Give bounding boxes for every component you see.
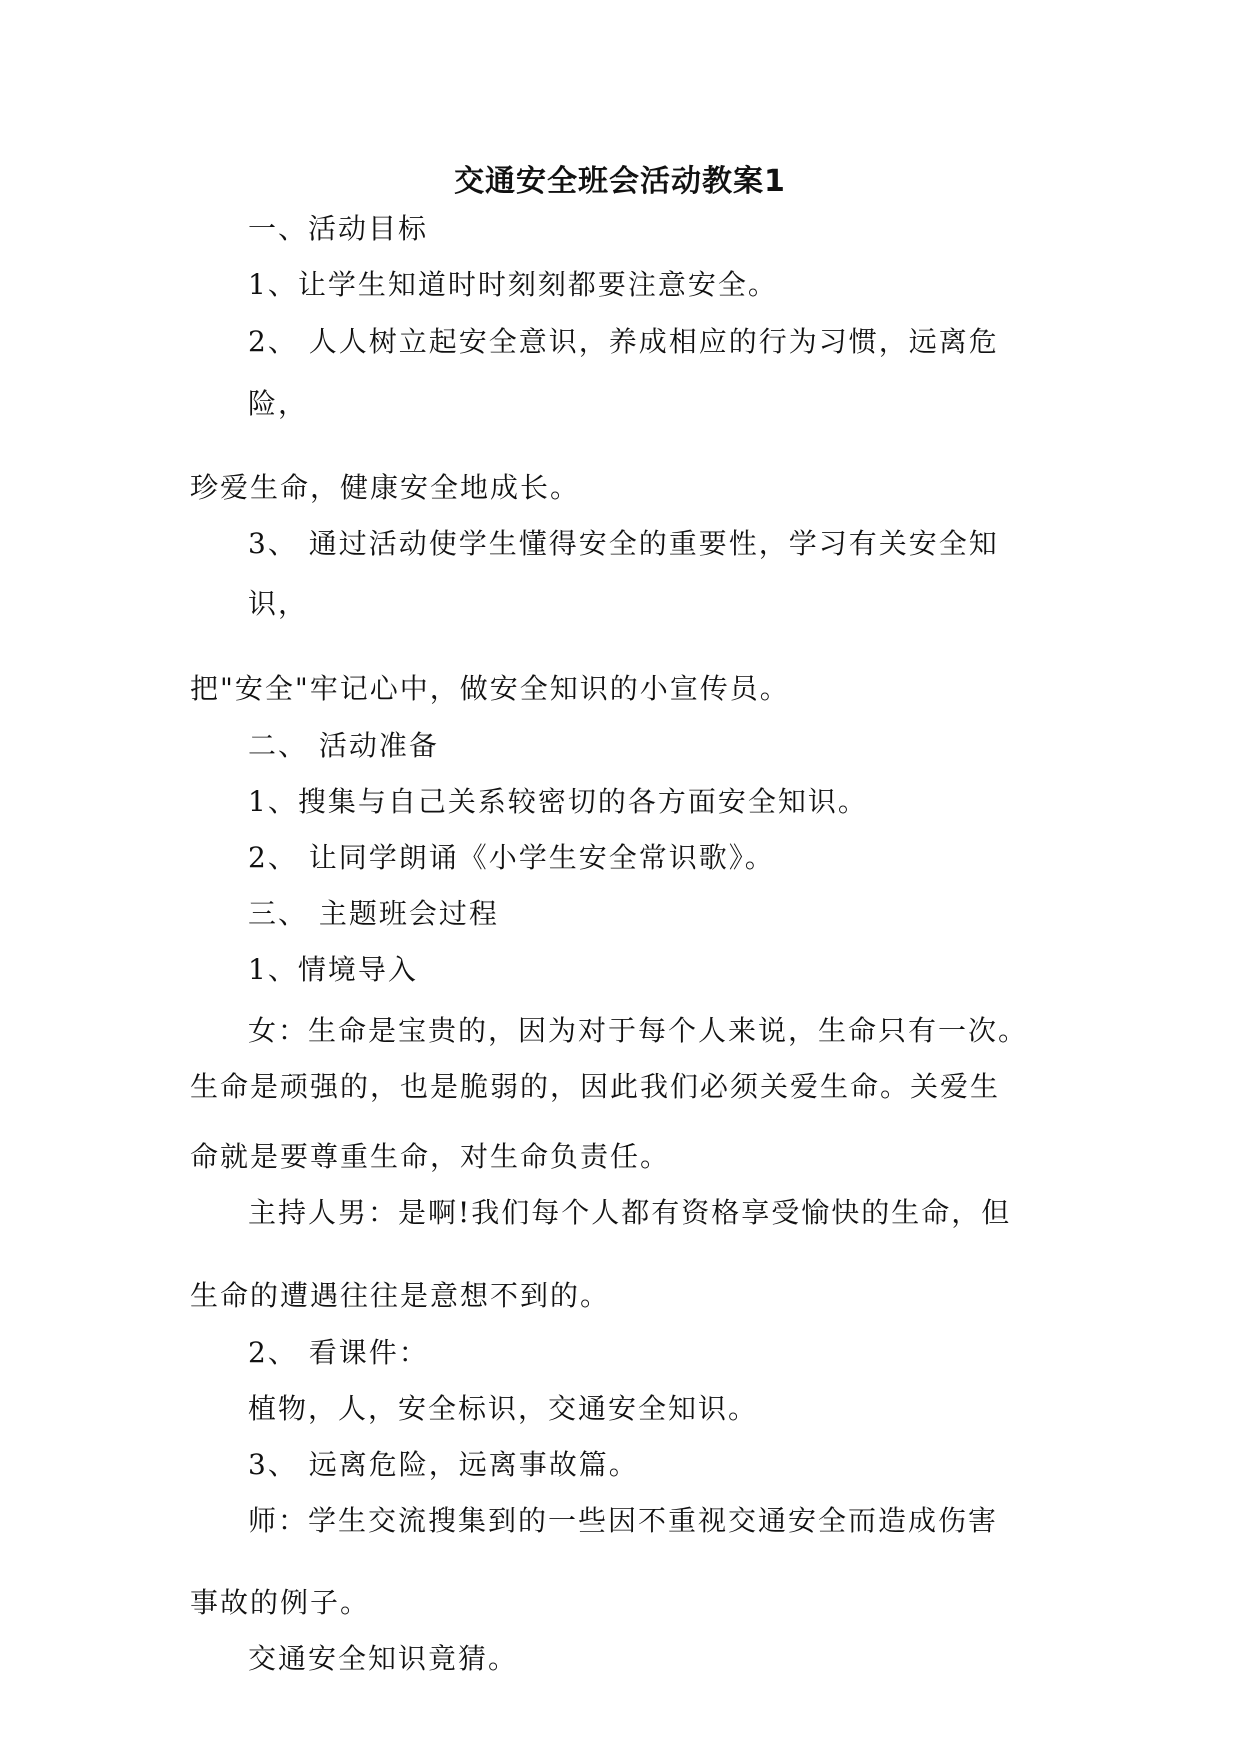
preparation-item-1: 1、搜集与自己关系较密切的各方面安全知识。 xyxy=(248,785,868,818)
goal-item-3-wrap: 识， xyxy=(248,587,309,620)
section-heading-goals: 一、活动目标 xyxy=(248,212,429,245)
section-heading-preparation: 二、 活动准备 xyxy=(248,729,439,762)
process-step-1: 1、情境导入 xyxy=(248,953,418,986)
paragraph-host-line-1: 主持人男：是啊!我们每个人都有资格享受愉快的生命，但 xyxy=(248,1196,1012,1229)
goal-item-2-wrap: 险， xyxy=(248,387,309,420)
preparation-item-2: 2、 让同学朗诵《小学生安全常识歌》。 xyxy=(248,841,775,874)
goal-item-3: 3、 通过活动使学生懂得安全的重要性，学习有关安全知 xyxy=(248,527,999,560)
paragraph-host-line-2: 生命的遭遇往往是意想不到的。 xyxy=(190,1279,611,1312)
process-step-3: 3、 远离危险，远离事故篇。 xyxy=(248,1448,639,1481)
goal-item-1: 1、让学生知道时时刻刻都要注意安全。 xyxy=(248,268,778,301)
paragraph-teacher-line-2: 事故的例子。 xyxy=(190,1586,371,1619)
section-heading-process: 三、 主题班会过程 xyxy=(248,897,499,930)
courseware-content: 植物，人，安全标识，交通安全知识。 xyxy=(248,1392,759,1425)
document-title: 交通安全班会活动教案1 xyxy=(454,164,786,199)
goal-item-2: 2、 人人树立起安全意识，养成相应的行为习惯，远离危 xyxy=(248,325,999,358)
goal-item-3-continuation: 把"安全"牢记心中，做安全知识的小宣传员。 xyxy=(190,672,790,705)
paragraph-girl-line-1: 女：生命是宝贵的，因为对于每个人来说，生命只有一次。 xyxy=(248,1014,1029,1047)
process-step-2: 2、 看课件： xyxy=(248,1336,429,1369)
quiz-line: 交通安全知识竟猜。 xyxy=(248,1642,519,1675)
paragraph-girl-line-2: 生命是顽强的，也是脆弱的，因此我们必须关爱生命。关爱生 xyxy=(190,1070,1001,1103)
paragraph-girl-line-3: 命就是要尊重生命，对生命负责任。 xyxy=(190,1140,671,1173)
goal-item-2-continuation: 珍爱生命，健康安全地成长。 xyxy=(190,471,581,504)
paragraph-teacher-line-1: 师：学生交流搜集到的一些因不重视交通安全而造成伤害 xyxy=(248,1504,999,1537)
